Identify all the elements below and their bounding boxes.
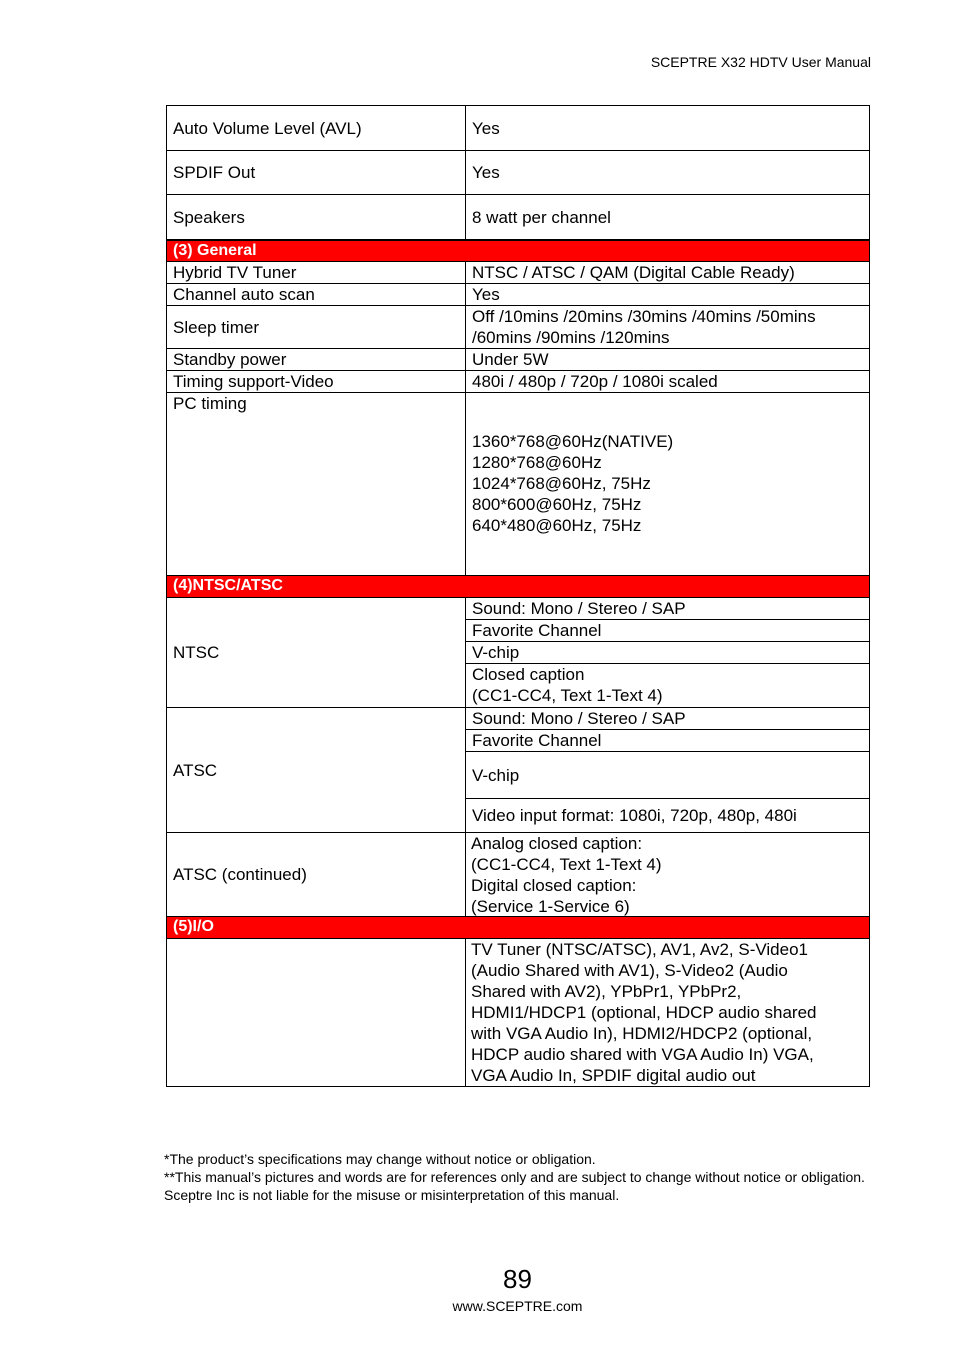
standby-value: Under 5W	[465, 348, 870, 371]
footnote-1: *The product’s specifications may change without notice or obligation.	[164, 1151, 596, 1167]
ntsc-sound: Sound: Mono / Stereo / SAP	[465, 597, 870, 620]
timing-value: 480i / 480p / 720p / 1080i scaled	[465, 370, 870, 393]
atsc-video-format: Video input format: 1080i, 720p, 480p, 480i	[465, 798, 870, 833]
speakers-value: 8 watt per channel	[465, 194, 870, 240]
ntsc-vchip: V-chip	[465, 641, 870, 664]
atsc-sound: Sound: Mono / Stereo / SAP	[465, 707, 870, 730]
hybrid-label: Hybrid TV Tuner	[166, 261, 466, 284]
section-io: (5)I/O	[166, 916, 870, 939]
atsc-continued-value: Analog closed caption: (CC1-CC4, Text 1-Text 4) Digital closed caption: (Service 1-Service 6)	[465, 832, 870, 917]
atsc-favorite: Favorite Channel	[465, 729, 870, 752]
spdif-value: Yes	[465, 150, 870, 195]
standby-label: Standby power	[166, 348, 466, 371]
ntsc-favorite: Favorite Channel	[465, 619, 870, 642]
ntsc-label: NTSC	[166, 597, 466, 708]
hybrid-value: NTSC / ATSC / QAM (Digital Cable Ready)	[465, 261, 870, 284]
scan-value: Yes	[465, 283, 870, 306]
footnote-2: **This manual’s pictures and words are for references only and are subject to change without notice or obligation. Sceptre Inc is not liable for the misuse or misinterpretation of this manual.	[164, 1169, 865, 1203]
avl-label: Auto Volume Level (AVL)	[166, 105, 466, 151]
pc-timing-label: PC timing	[166, 392, 466, 576]
footnotes	[164, 1150, 884, 1204]
spdif-label: SPDIF Out	[166, 150, 466, 195]
sleep-label: Sleep timer	[166, 305, 466, 349]
atsc-label: ATSC	[166, 707, 466, 833]
io-value: TV Tuner (NTSC/ATSC), AV1, Av2, S-Video1 (Audio Shared with AV1), S-Video2 (Audio Shared with AV2), YPbPr1, YPbPr2, HDMI1/HDCP1 (optional, HDCP audio shared with VGA Audio In), HDMI2/HDCP2 (optional, HDCP audio shared with VGA Audio In) VGA, VGA Audio In, SPDIF digital audio out	[465, 938, 870, 1087]
speakers-label: Speakers	[166, 194, 466, 240]
manual-title: SCEPTRE X32 HDTV User Manual	[650, 54, 871, 70]
io-label	[166, 938, 466, 1087]
sleep-value: Off /10mins /20mins /30mins /40mins /50mins /60mins /90mins /120mins	[465, 305, 870, 349]
section-general: (3) General	[166, 240, 870, 262]
ntsc-closed-caption: Closed caption (CC1-CC4, Text 1-Text 4)	[465, 663, 870, 708]
atsc-continued-label: ATSC (continued)	[166, 832, 466, 917]
page-number: 89	[503, 1264, 532, 1294]
timing-label: Timing support-Video	[166, 370, 466, 393]
section-ntsc-atsc: (4)NTSC/ATSC	[166, 575, 870, 598]
pc-timing-value: 1360*768@60Hz(NATIVE) 1280*768@60Hz 1024*768@60Hz, 75Hz 800*600@60Hz, 75Hz 640*480@60Hz, 75Hz	[465, 392, 870, 576]
atsc-vchip: V-chip	[465, 751, 870, 799]
website: www.SCEPTRE.com	[452, 1298, 583, 1314]
scan-label: Channel auto scan	[166, 283, 466, 306]
avl-value: Yes	[465, 105, 870, 151]
